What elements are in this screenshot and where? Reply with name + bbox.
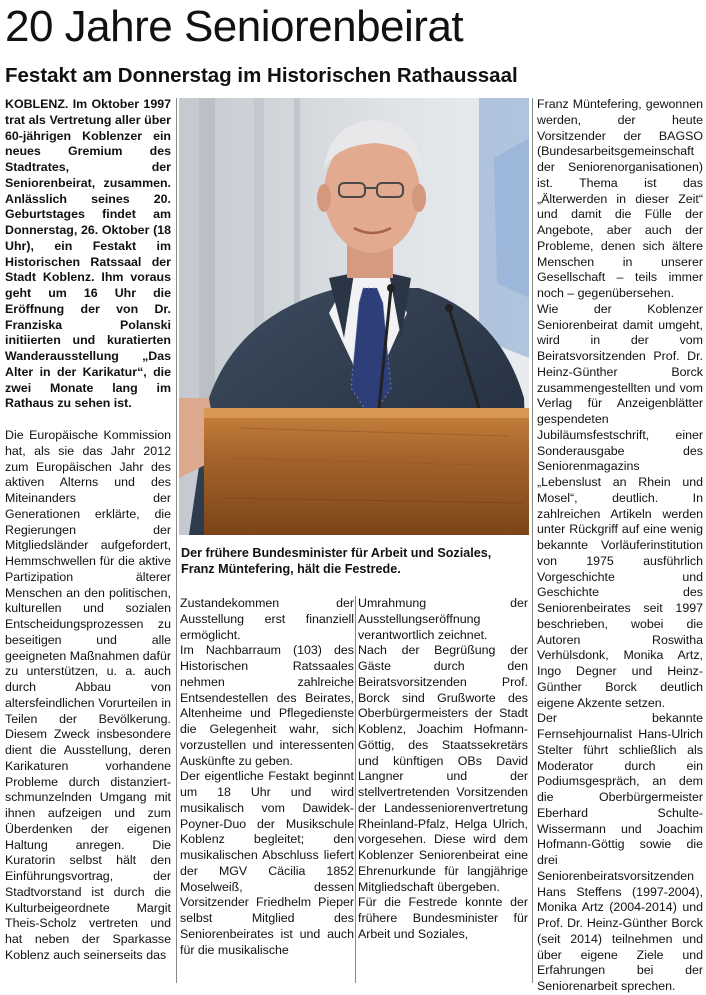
article-paragraph: Die Europäische Kommission hat, als sie das Jahr 2012 zum Europäischen Jahr des aktiven Alterns und des Miteinanders der Generationen erklärte, die Regierungen der Mitgliedsländer aufgefordert, Hemmschwellen für die aktive Partizipation älterer Menschen an den politischen, kulturellen und sozialen Entscheidungsprozessen zu beseitigen und alle geeigneten Maßnahmen dafür zu unterstützen, u. a. auch durch Abbau von altersfeindlichen Vorurteilen in Teilen der Bevölkerung. Diesem Zweck insbesondere dient die Ausstellung, deren Karikaturen vorhandene Probleme durch distanziert-schmunzelnden Umgang mit ihnen aufzeigen und zum Überdenken der eigenen Haltung anregen. Die Kuratorin selbst hält den Einführungsvortrag, der Stadtvorstand ist durch die Kulturbeigeordnete Margit Theis-Scholz vertreten und hat neben der Sparkasse Koblenz auch seinerseits das [5, 428, 172, 962]
article-column-2 [180, 596, 354, 958]
article-paragraph: Franz Müntefering, gewonnen werden, der heute Vorsitzender der BAGSO (Bundesarbeitsgemeinschaft der Seniorenorganisationen) ist. Thema ist das „Älterwerden in dieser Zeit“ und damit die Fülle der Angebote, aber auch der Probleme, denen sich ältere Menschen in unserer Gesellschaft – teils immer noch – gegenübersehen. [537, 97, 703, 300]
speaker-photo [179, 98, 529, 535]
article-headline: 20 Jahre Seniorenbeirat [5, 2, 464, 51]
article-paragraph: Wie der Koblenzer Seniorenbeirat damit umgeht, wird in der vom Beiratsvorsitzenden Prof. Dr. Heinz-Günther Borck zusammengestellten und vom Verlag für Anzeigenblätter gespendeten Jubiläumsfestschrift, einer Sonderausgabe des Seniorenmagazins „Lebenslust an Rhein und Mosel“, deutlich. In zahlreichen Artikeln werden unter Rückgriff auf eine wenig bekannte Vorläuferinstitution von 1975 ausführlich Vorgeschichte und Geschichte des Seniorenbeirates seit 1997 beschrieben, wobei die Autoren Roswitha Verhülsdonk, Monika Artz, Ingo Degner und Heinz-Günther Borck deutlich eigene Akzente setzen. [537, 301, 703, 710]
column-divider [176, 98, 177, 983]
article-subheadline: Festakt am Donnerstag im Historischen Rathaussaal [5, 64, 518, 87]
article-lead: KOBLENZ. Im Oktober 1997 trat als Vertretung aller über 60-jährigen Koblenzer ein neues Gremium des Stadtrates, der Seniorenbeirat, zusammen. Anlässlich seines 20. Geburtstages findet am Donnerstag, 26. Oktober (18 Uhr), ein Festakt im Historischen Ratssaal der Stadt Koblenz. Ihm voraus geht um 16 Uhr die Eröffnung der von Dr. Franziska Polanski initiierten und kuratierten Wanderausstellung „Das Alter in der Karikatur“, die zwei Monate lang im Rathaus zu sehen ist. [5, 97, 171, 411]
article-paragraph: Umrahmung der Ausstellungseröffnung verantwortlich zeichnet. [358, 596, 528, 642]
column-divider [532, 98, 533, 983]
article-column-1 [5, 97, 171, 964]
article-paragraph: Für die Festrede konnte der frühere Bundesminister für Arbeit und Soziales, [358, 895, 528, 941]
article-paragraph: Der eigentliche Festakt beginnt um 18 Uhr und wird musikalisch vom Dawidek-Poyner-Duo der Musikschule Koblenz begleitet; den musikalischen Abschluss liefert der MGV Cäcilia 1852 Moselweiß, dessen Vorsitzender Friedhelm Pieper selbst Mitglied des Seniorenbeirates ist und auch für die musikalische [180, 769, 354, 957]
speaker-illustration [179, 98, 529, 535]
column-divider [355, 596, 356, 983]
article-paragraph: Zustandekommen der Ausstellung erst finanziell ermöglicht. [180, 596, 354, 642]
article-column-4 [537, 97, 703, 995]
article-paragraph: Der bekannte Fernsehjournalist Hans-Ulrich Stelter führt schließlich als Moderator durch ein Podiumsgespräch, an dem die Oberbürgermeister Eberhard Schulte-Wissermann und Joachim Hofmann-Göttig sowie die drei Seniorenbeiratsvorsitzenden Hans Steffens (1997-2004), Monika Artz (2004-2014) und Prof. Dr. Heinz-Günther Borck (seit 2014) teilnehmen und über eigene Ziele und Erfahrungen bei der Seniorenarbeit sprechen. [537, 711, 703, 993]
article-paragraph: Nach der Begrüßung der Gäste durch den Beiratsvorsitzenden Prof. Borck sind Grußworte des Oberbürgermeisters der Stadt Koblenz, Joachim Hofmann-Göttig, des Staatssekretärs und künftigen OBs David Langner und der stellvertretenden Vorsitzenden der Landesseniorenvertretung Rheinland-Pfalz, Helga Ulrich, vorgesehen. Diese wird dem Koblenzer Seniorenbeirat eine Ehrenurkunde für langjährige Mitgliedschaft übergeben. [358, 643, 528, 894]
article-column-3 [358, 596, 528, 943]
article-paragraph: Im Nachbarraum (103) des Historischen Ratssaales nehmen zahlreiche Entsendestellen des Beirates, Altenheime und Pflegedienste die Gelegenheit wahr, sich vorzustellen und interessenten Auskünfte zu geben. [180, 643, 354, 768]
photo-caption: Der frühere Bundesminister für Arbeit und Soziales, Franz Müntefering, hält die Festrede. [181, 546, 492, 576]
